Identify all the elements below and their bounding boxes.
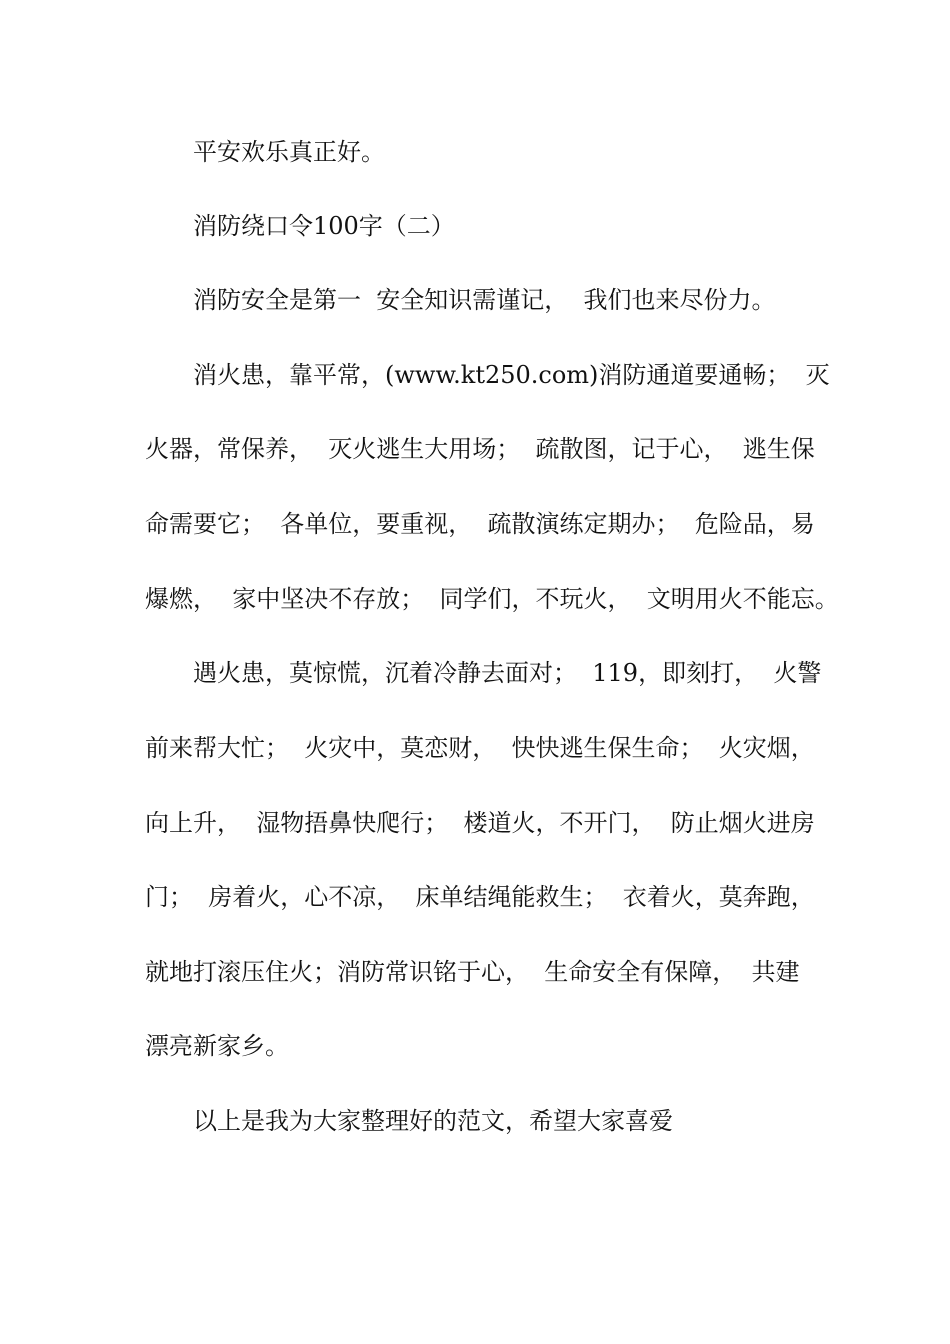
closing-line: 以上是我为大家整理好的范文，希望大家喜爱 <box>193 1107 673 1135</box>
paragraph-line: 命需要它； 各单位，要重视， 疏散演练定期办； 危险品，易 <box>145 510 815 538</box>
paragraph-line: 遇火患，莫惊慌，沉着冷静去面对； 119，即刻打， 火警 <box>193 659 822 687</box>
paragraph-line: 门； 房着火，心不凉， 床单结绳能救生； 衣着火，莫奔跑， <box>145 883 815 911</box>
paragraph-line: 消防安全是第一 安全知识需谨记， 我们也来尽份力。 <box>193 286 776 314</box>
paragraph-line: 爆燃， 家中坚决不存放； 同学们，不玩火， 文明用火不能忘。 <box>145 585 839 613</box>
section-heading: 消防绕口令100字（二） <box>193 212 455 240</box>
paragraph-line: 消火患，靠平常，(www.kt250.com)消防通道要通畅； 灭 <box>193 361 830 389</box>
paragraph-line: 火器，常保养， 灭火逃生大用场； 疏散图，记于心， 逃生保 <box>145 435 815 463</box>
paragraph-line: 就地打滚压住火；消防常识铭于心， 生命安全有保障， 共建 <box>145 958 800 986</box>
paragraph-line: 向上升， 湿物捂鼻快爬行； 楼道火，不开门， 防止烟火进房 <box>145 809 815 837</box>
paragraph-line: 平安欢乐真正好。 <box>193 138 385 166</box>
paragraph-line: 前来帮大忙； 火灾中，莫恋财， 快快逃生保生命； 火灾烟， <box>145 734 815 762</box>
paragraph-line: 漂亮新家乡。 <box>145 1032 289 1060</box>
